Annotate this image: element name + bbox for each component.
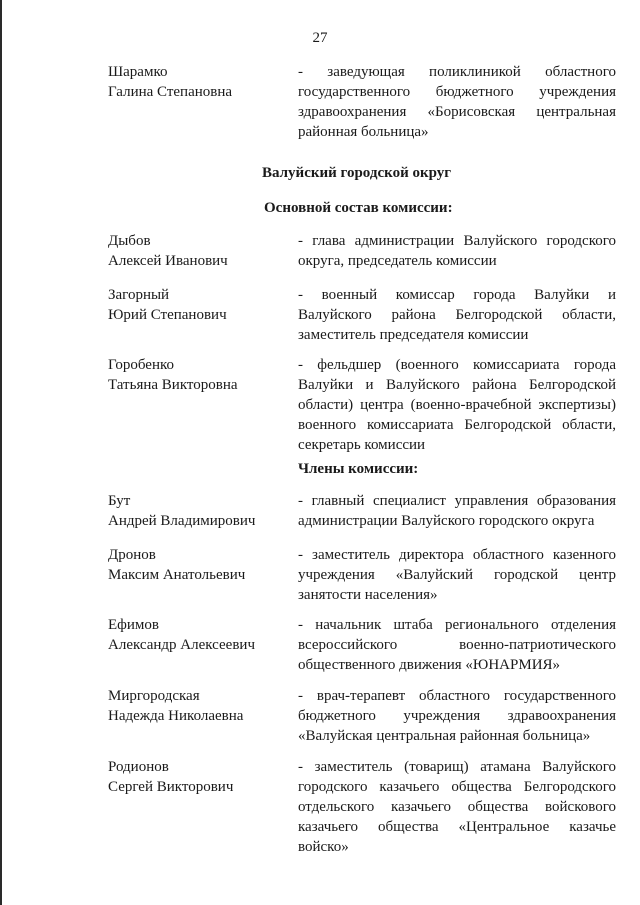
member-name xyxy=(108,285,288,325)
member-given-name: Юрий Степанович xyxy=(108,307,227,323)
member-given-name: Надежда Николаевна xyxy=(108,708,244,724)
member-given-name: Андрей Владимирович xyxy=(108,513,256,529)
member-given-name: Максим Анатольевич xyxy=(108,567,246,583)
main-composition-heading: Основной состав комиссии: xyxy=(264,200,453,216)
member-given-name: Сергей Викторович xyxy=(108,779,234,795)
scan-left-edge xyxy=(0,0,2,905)
member-position: - фельдшер (военного комиссариата города Валуйки и Валуйского района Белгородской области) центра (военно-врачебной экспертизы) военного комиссариата Белгородской области, секретарь комиссии xyxy=(298,357,616,453)
member-name xyxy=(108,615,288,655)
member-given-name: Татьяна Викторовна xyxy=(108,377,238,393)
member-name xyxy=(108,686,288,726)
member-name xyxy=(108,545,288,585)
member-given-name: Галина Степановна xyxy=(108,84,233,100)
member-surname: Горобенко xyxy=(108,357,174,373)
member-position: - главный специалист управления образования администрации Валуйского городского округа xyxy=(298,493,616,529)
member-position: - заместитель (товарищ) атамана Валуйского городского казачьего общества Белгородского отдельского казачьего общества войскового казачьего общества «Центральное казачье войско» xyxy=(298,759,616,855)
member-surname: Миргородская xyxy=(108,688,200,704)
member-name xyxy=(108,355,288,395)
member-position: - заместитель директора областного казенного учреждения «Валуйский городской центр занятости населения» xyxy=(298,547,616,603)
member-position: - военный комиссар города Валуйки и Валуйского района Белгородской области, заместитель председателя комиссии xyxy=(298,287,616,343)
member-name xyxy=(108,231,288,271)
member-position: - глава администрации Валуйского городского округа, председатель комиссии xyxy=(298,233,616,269)
member-surname: Загорный xyxy=(108,287,170,303)
members-heading: Члены комиссии: xyxy=(298,461,419,477)
member-surname: Шарамко xyxy=(108,64,168,80)
member-position: - врач-терапевт областного государственного бюджетного учреждения здравоохранения «Валуйская центральная районная больница» xyxy=(298,688,616,744)
member-name xyxy=(108,62,288,102)
page-number: 27 xyxy=(312,30,328,46)
member-given-name: Александр Алексеевич xyxy=(108,637,255,653)
member-given-name: Алексей Иванович xyxy=(108,253,228,269)
member-position: - заведующая поликлиникой областного государственного бюджетного учреждения здравоохранения «Борисовская центральная районная больница» xyxy=(298,64,616,140)
member-name xyxy=(108,491,288,531)
district-heading: Валуйский городской округ xyxy=(262,165,452,181)
member-name xyxy=(108,757,288,797)
member-surname: Ефимов xyxy=(108,617,159,633)
member-surname: Дыбов xyxy=(108,233,151,249)
member-position: - начальник штаба регионального отделения всероссийского военно-патриотического общественного движения «ЮНАРМИЯ» xyxy=(298,617,616,673)
member-surname: Дронов xyxy=(108,547,156,563)
member-surname: Родионов xyxy=(108,759,169,775)
member-surname: Бут xyxy=(108,493,131,509)
